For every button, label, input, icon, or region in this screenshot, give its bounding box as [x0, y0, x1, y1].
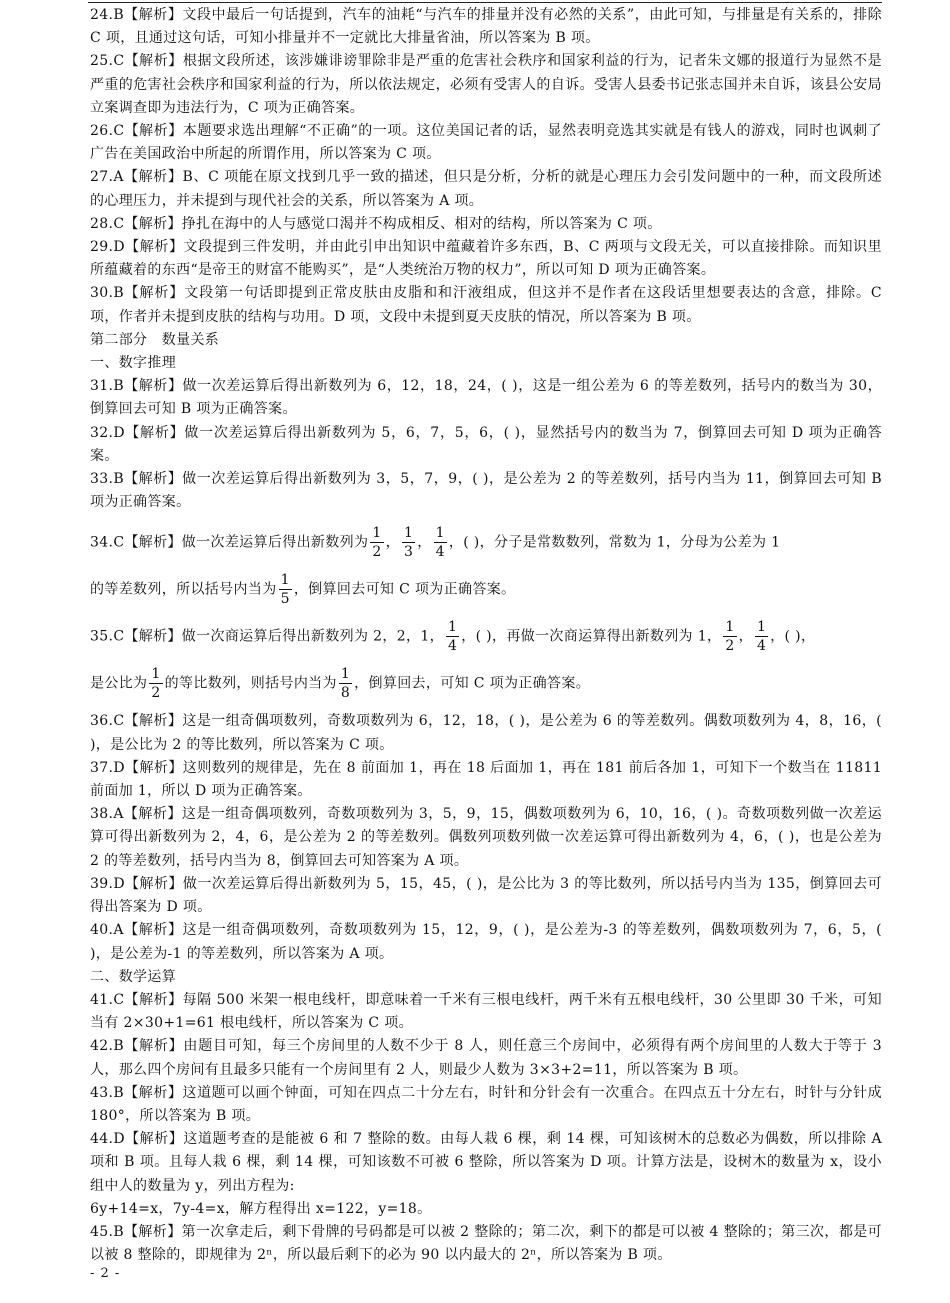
item-35-line1: 35.C【解析】做一次商运算后得出新数列为 2，2，1， $\frac{1}{4}$ ，( )，再做一次商运算得出新数列为 1， $\frac{1}{2}$ ， $\frac{1}{4}$ ，( )， [90, 619, 816, 655]
item-44: 44.D【解析】这道题考查的是能被 6 和 7 整除的数。由每人栽 6 棵，剩 14 棵，可知该树木的总数必为偶数，所以排除 A 项和 B 项。且每人栽 6 棵，剩 14 棵，可知该数不可被 6 整除，所以答案为 D 项。计算方法是，设树木的数量为 x，设小组中人的数量为 y，列出方程为: [90, 1131, 882, 1194]
item-39: 39.D【解析】做一次差运算后得出新数列为 5，15，45，( )，是公比为 3 的等比数列，所以括号内当为 135，倒算回去可得出答案为 D 项。 [90, 875, 882, 916]
fraction-one-quarter: $\frac{1}{4}$ [447, 619, 458, 655]
fraction-one-half: $\frac{1}{2}$ [151, 666, 161, 702]
item-31: 31.B【解析】做一次差运算后得出新数列为 6，12，18，24，( )，这是一组公差为 6 的等差数列，括号内的数当为 30，倒算回去可知 B 项为正确答案。 [90, 378, 882, 418]
item-26: 26.C【解析】本题要求选出理解“不正确”的一项。这位美国记者的话，显然表明竞选其实就是有钱人的游戏，同时也讽刺了广告在美国政治中所起的所谓作用，所以答案为 C 项。 [90, 123, 882, 163]
item-38: 38.A【解析】这是一组奇偶项数列，奇数项数列为 3，5，9，15，偶数项数列为 6，10，16，( )。奇数项数列做一次差运算可得出新数列为 2，4，6，是公差为 2 的等差数列。偶数列项数列做一次差运算可得出新数列为 4，6，( )，也是公差为 2 的等差数列，括号内当为 8，倒算回去可知答案为 A 项。 [90, 806, 882, 869]
page-number: - 2 - [90, 1266, 121, 1281]
item-42: 42.B【解析】由题目可知，每三个房间里的人数不少于 8 人，则任意三个房间中，必须得有两个房间里的人数大于等于 3 人，那么四个房间有且最多只能有一个房间里有 2 人，则最少人数为 3×3+2=11，所以答案为 B 项。 [90, 1038, 882, 1078]
item-34-line2: 的等差数列，所以括号内当为 $\frac{1}{5}$ ，倒算回去可知 C 项为正确答案。 [90, 572, 516, 608]
fraction-one-fifth: $\frac{1}{5}$ [280, 572, 290, 608]
fraction-one-quarter: $\frac{1}{4}$ [435, 525, 445, 561]
fraction-one-half: $\frac{1}{2}$ [372, 525, 382, 561]
item-40: 40.A【解析】这是一组奇偶项数列，奇数项数列为 15，12，9，( )，是公差为-3 的等差数列，偶数项数列为 7，6，5，( )，是公差为-1 的等差数列，所以答案为 A 项。 [90, 922, 882, 962]
item-29: 29.D【解析】文段提到三件发明，并由此引申出知识中蕴藏着许多东西，B、C 两项与文段无关，可以直接排除。而知识里所蕴藏着的东西“是帝王的财富不能购买”，是“人类统治万物的权力”，所以可知 D 项为正确答案。 [90, 239, 882, 279]
item-25: 25.C【解析】根据文段所述，该涉嫌诽谤罪除非是严重的危害社会秩序和国家利益的行为，记者朱文娜的报道行为显然不是严重的危害社会秩序和国家利益的行为，所以依法规定，必须有受害人的自诉。受害人县委书记张志国并未自诉，该县公安局立案调查即为违法行为，C 项为正确答案。 [90, 53, 882, 116]
section-number-reasoning: 一、数字推理 [90, 355, 177, 372]
item-35-line2: 是公比为 $\frac{1}{2}$ 的等比数列，则括号内当为 $\frac{1}{8}$ ，倒算回去，可知 C 项为正确答案。 [90, 666, 591, 702]
fraction-one-eighth: $\frac{1}{8}$ [340, 666, 351, 702]
item-44-equation: 6y+14=x，7y-4=x，解方程得出 x=122，y=18。 [90, 1200, 432, 1217]
answer-explanations [90, 4, 882, 1267]
part-two-heading: 第二部分 数量关系 [90, 331, 220, 348]
item-33: 33.B【解析】做一次差运算后得出新数列为 3，5，7，9，( )，是公差为 2 的等差数列，括号内当为 11，倒算回去可知 B 项为正确答案。 [90, 471, 882, 511]
item-41: 41.C【解析】每隔 500 米架一根电线杆，即意味着一千米有三根电线杆，两千米有五根电线杆，30 公里即 30 千米，可知当有 2×30+1=61 根电线杆，所以答案为 C 项。 [90, 991, 882, 1032]
item-34-line1: 34.C【解析】做一次差运算后得出新数列为 $\frac{1}{2}$ ， $\frac{1}{3}$ ， $\frac{1}{4}$ ，( )，分子是常数数列，常数为 1，分母为公差为 1 [90, 525, 781, 561]
item-36: 36.C【解析】这是一组奇偶项数列，奇数项数列为 6，12，18，( )，是公差为 6 的等差数列。偶数项数列为 4，8，16，( )，是公比为 2 的等比数列，所以答案为 C 项。 [90, 713, 882, 753]
section-math-operations: 二、数学运算 [90, 968, 177, 985]
fraction-one-quarter: $\frac{1}{4}$ [756, 619, 767, 655]
item-45: 45.B【解析】第一次拿走后，剩下骨牌的号码都是可以被 2 整除的；第二次，剩下的都是可以被 4 整除的；第三次，都是可以被 8 整除的，即规律为 2ⁿ，所以最后剩下的必为 90 以内最大的 2ⁿ，所以答案为 B 项。 [90, 1223, 882, 1264]
item-32: 32.D【解析】做一次差运算后得出新数列为 5，6，7，5，6，( )，显然括号内的数当为 7，倒算回去可知 D 项为正确答案。 [90, 424, 882, 464]
item-27: 27.A【解析】B、C 项能在原文找到几乎一致的描述，但只是分析，分析的就是心理压力会引发问题中的一种，而文段所述的心理压力，并未提到与现代社会的关系，所以答案为 A 项。 [90, 169, 882, 209]
fraction-one-third: $\frac{1}{3}$ [403, 525, 414, 561]
top-rule [88, 2, 882, 3]
item-37: 37.D【解析】这则数列的规律是，先在 8 前面加 1，再在 18 后面加 1，再在 181 前后各加 1，可知下一个数当在 11811 前面加 1，所以 D 项为正确答案。 [90, 759, 882, 800]
fraction-one-half: $\frac{1}{2}$ [725, 619, 735, 655]
item-28: 28.C【解析】挣扎在海中的人与感觉口渴并不构成相反、相对的结构，所以答案为 C 项。 [90, 215, 662, 232]
item-30: 30.B【解析】文段第一句话即提到正常皮肤由皮脂和和汗液组成，但这并不是作者在这段话里想要表达的含意，排除。C 项，作者并未提到皮肤的结构与功用。D 项，文段中未提到夏天皮肤的情况，所以答案为 B 项。 [90, 285, 882, 325]
item-24: 24.B【解析】文段中最后一句话提到，汽车的油耗“与汽车的排量并没有必然的关系”，由此可知，与排量是有关系的，排除 C 项，且通过这句话，可知小排量并不一定就比大排量省油，所以答案为 B 项。 [90, 7, 882, 47]
item-43: 43.B【解析】这道题可以画个钟面，可知在四点二十分左右，时针和分针会有一次重合。在四点五十分左右，时针与分针成 180°，所以答案为 B 项。 [90, 1084, 882, 1124]
